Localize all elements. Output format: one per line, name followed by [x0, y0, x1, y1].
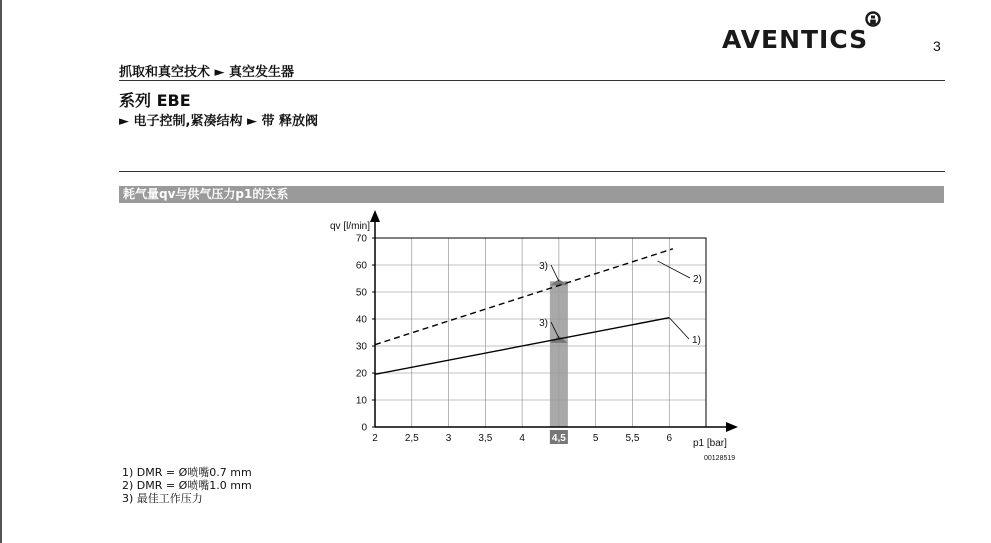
x-tick-label: 3 [445, 433, 452, 444]
y-tick-label: 40 [355, 314, 367, 326]
x-tick-label: 6 [666, 433, 673, 444]
legend-item: 2) DMR = Ø喷嘴1.0 mm [122, 479, 252, 492]
x-tick-label: 2 [372, 433, 378, 444]
y-tick-label: 70 [355, 233, 367, 245]
x-tick-label: 3,5 [478, 433, 493, 444]
callout-label: 1) [692, 335, 701, 346]
callout-label: 2) [693, 274, 702, 285]
y-tick-label: 0 [361, 422, 367, 434]
y-axis-arrow [370, 210, 380, 222]
callout-leader [657, 261, 690, 278]
x-tick-label: 5,5 [625, 433, 640, 444]
legend-item: 3) 最佳工作压力 [122, 492, 203, 505]
x-tick-label: 5 [592, 433, 599, 444]
section-title: 耗气量qv与供气压力p1的关系 [119, 186, 944, 203]
highlight-band [550, 279, 568, 444]
callout-label: 3) [539, 261, 548, 272]
chart-labels [330, 221, 735, 462]
x-axis-arrow [726, 422, 738, 432]
brand-logo: AVENTICS [722, 25, 869, 54]
y-axis-label: qv [l/min] [330, 221, 371, 232]
chart-legend [122, 466, 252, 505]
page-title: 系列 EBE [119, 91, 191, 110]
series-line-2 [375, 249, 673, 345]
y-tick-label: 10 [355, 395, 367, 407]
breadcrumb: 抓取和真空技术 ► 真空发生器 [119, 65, 295, 80]
legend-item: 1) DMR = Ø喷嘴0.7 mm [122, 466, 252, 479]
y-tick-label: 20 [355, 368, 367, 380]
callout-leader [551, 265, 559, 281]
y-tick-label: 60 [355, 260, 367, 272]
figure-code: 00128519 [704, 455, 736, 462]
page-number: 3 [933, 38, 941, 54]
callout-label: 3) [539, 318, 548, 329]
y-tick-label: 30 [355, 341, 367, 353]
highlight-bar [550, 281, 568, 427]
x-tick-label: 4 [519, 433, 525, 444]
highlight-x-label: 4,5 [551, 433, 566, 444]
y-tick-label: 50 [355, 287, 367, 299]
callout-leader [669, 318, 689, 339]
page-subtitle: ► 电子控制,紧凑结构 ► 带 释放阀 [119, 114, 319, 129]
series-layer [375, 249, 673, 375]
x-axis-label: p1 [bar] [693, 438, 727, 449]
x-tick-label: 2,5 [404, 433, 419, 444]
